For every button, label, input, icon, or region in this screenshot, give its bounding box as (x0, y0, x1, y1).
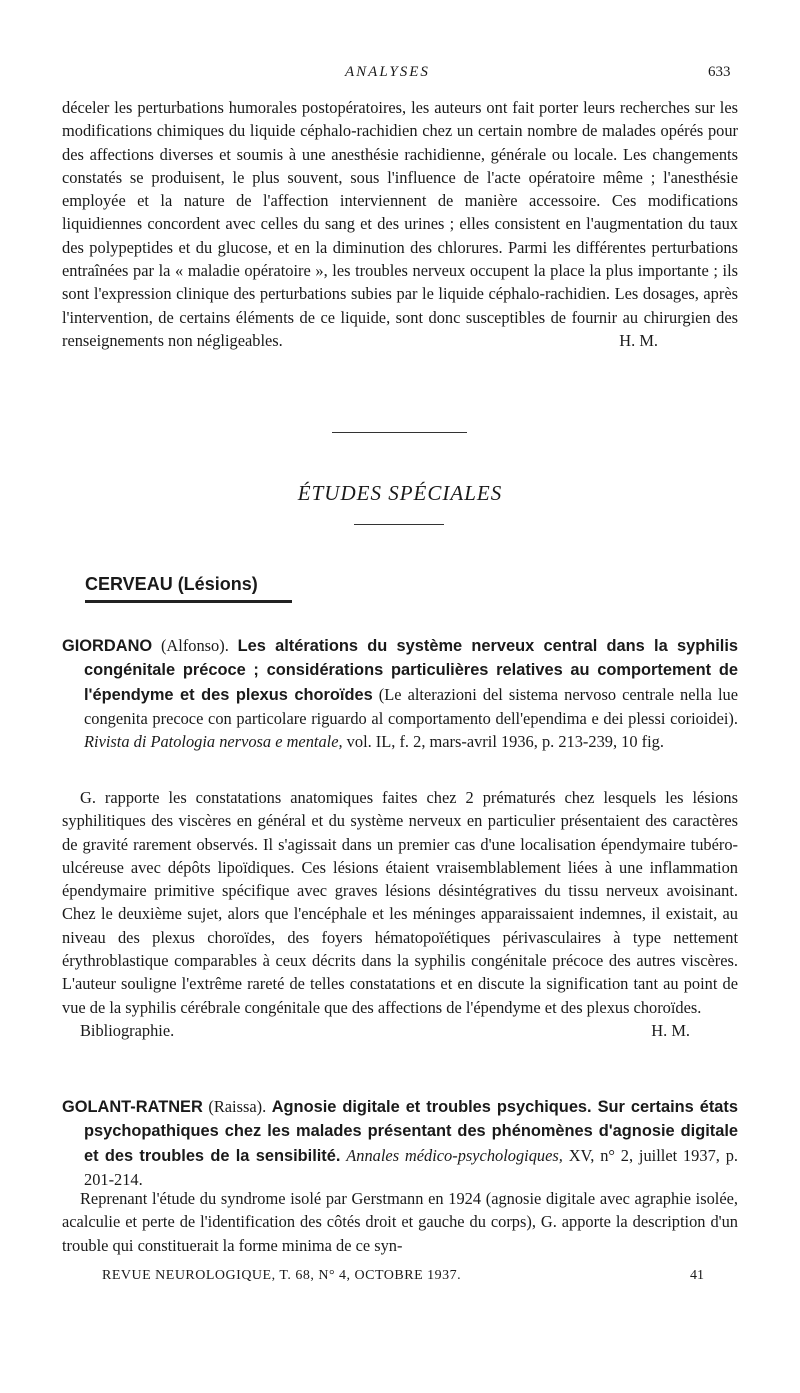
original-title: (Le alterazioni del sistema nervoso centrale nella lue congenita precoce con particolare riguardo al comportamento dell'ependima e dei plessi corioidei). (84, 684, 738, 728)
citation: vol. IL, f. 2, mars-avril 1936, p. 213-239, 10 fig. (346, 732, 664, 752)
footer-journal: REVUE NEUROLOGIQUE, T. 68, N° 4, OCTOBRE 1937. (102, 1268, 462, 1283)
entry-giordano-body (62, 786, 738, 1042)
page-footer (102, 1268, 722, 1288)
intro-signature: H. M. (619, 330, 658, 350)
bibliography-label: Bibliographie. (80, 1020, 175, 1040)
author-firstname: (Raissa). (208, 1097, 267, 1116)
entry-giordano-reference (62, 634, 738, 753)
entry-golant-body (62, 1187, 738, 1257)
author-name: GOLANT-RATNER (62, 1098, 203, 1116)
author-firstname: (Alfonso). (160, 636, 229, 655)
reference (62, 634, 738, 753)
rubric-heading: CERVEAU (Lésions) (85, 574, 258, 594)
intro-text: déceler les perturbations humorales postopératoires, les auteurs ont fait porter leurs recherches sur les modifications chimiques du liquide céphalo-rachidien chez un certain nombre de malades opérés pour des affections diverses et soumis à une anesthésie rachidienne, générale ou locale. Les changements constatés se produisent, le plus souvent, sous l'influence de l'acte opératoire même ; l'anesthésie employée et la nature de l'affection interviennent de manière accessoire. Ces modifications liquidiennes concordent avec celles du sang et des urines ; elles consistent en l'augmentation du taux des polypeptides et du glucose, et en la diminution des chlorures. Parmi les différentes perturbations entraînées par la « maladie opératoire », les troubles nerveux occupent la place la plus importante ; ils sont l'expression clinique des perturbations subies par le liquide céphalo-rachidien. Les dosages, après l'intervention, de certains éléments de ce liquide, sont donc susceptibles de fournir au chirurgien des renseignements non négligeables. (62, 98, 738, 350)
abstract-paragraph: G. rapporte les constatations anatomiques faites chez 2 prématurés chez lesquels les lésions syphilitiques des viscères en général et du système nerveux en particulier présentaient des caractères de gravité rarement observés. Il s'agissait dans un premier cas d'une localisation épendymaire tubéro-ulcéreuse avec dépôts lipoïdiques. Ces lésions étaient vraisemblablement liées à une inflammation épendymaire primitive spécifique avec graves lésions désintégratives du tissu nerveux avoisinant. Chez le deuxième sujet, alors que l'encéphale et les méninges apparaissaient indemnes, il existait, au niveau des plexus choroïdes, des foyers hématopoïétiques périvasculaires à type nettement érythroblastique comparables à ceux décrits dans la syphilis congénitale précoce des autres viscères. L'auteur souligne l'extrême rareté de telles constatations et en discute la signification tant au point de vue de la syphilis cérébrale congénitale que des affections de l'épendyme et des plexus choroïdes. (62, 788, 738, 1017)
citation: XV, n° 2, juillet 1937, p. 201-214. (84, 1145, 738, 1189)
journal-name: Annales médico-psychologiques, (346, 1145, 563, 1165)
abstract-paragraph: Reprenant l'étude du syndrome isolé par Gerstmann en 1924 (agnosie digitale avec agraphie isolée, acalculie et perte de l'identification des côtés droit et gauche du corps), G. apporte la description d'un trouble qui constituerait la forme minima de ce syn- (62, 1189, 738, 1255)
rubric-underline (85, 600, 292, 603)
running-head-title: ANALYSES (345, 64, 430, 80)
running-head (0, 64, 800, 84)
bibliography-line (62, 1019, 738, 1042)
entry-golant-reference (62, 1095, 738, 1191)
footer-sheet-number: 41 (690, 1268, 704, 1283)
reference (62, 1095, 738, 1191)
intro-paragraph (62, 96, 738, 352)
section-title: ÉTUDES SPÉCIALES (297, 481, 503, 505)
page-number: 633 (708, 64, 731, 80)
article-title: Agnosie digitale et troubles psychiques. Sur certains états psychopathiques chez les malades présentant des phénomènes d'agnosie digitale et des troubles de la sensibilité. (84, 1098, 738, 1165)
entry-signature: H. M. (651, 1020, 690, 1040)
intro-paragraph-block (62, 96, 738, 352)
section-divider-top (332, 432, 467, 433)
section-divider-bottom (354, 524, 444, 525)
author-name: GIORDANO (62, 637, 153, 655)
journal-name: Rivista di Patologia nervosa e mentale, (84, 732, 343, 752)
article-title: Les altérations du système nerveux central dans la syphilis congénitale précoce ; considérations particulières relatives au comportement de l'épendyme et des plexus choroïdes (84, 637, 738, 704)
